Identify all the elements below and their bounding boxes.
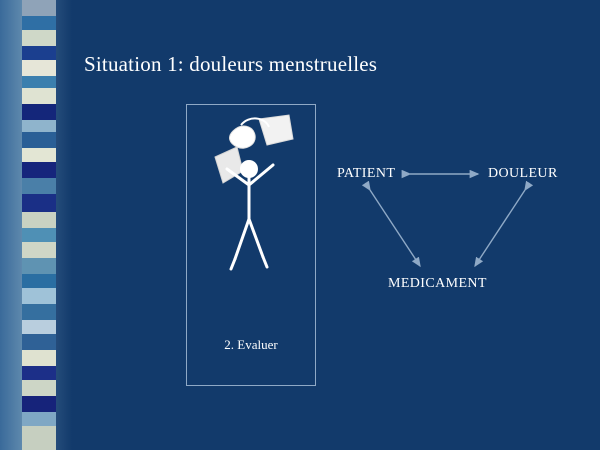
triangle-diagram bbox=[320, 150, 590, 310]
strip-block bbox=[22, 0, 56, 16]
page-title: Situation 1: douleurs menstruelles bbox=[84, 52, 378, 76]
strip-block bbox=[22, 334, 56, 350]
strip-block bbox=[22, 120, 56, 132]
picture-box bbox=[186, 104, 316, 386]
diagram-node-medicament: MEDICAMENT bbox=[388, 276, 487, 291]
strip-block bbox=[22, 30, 56, 46]
strip-block bbox=[22, 396, 56, 412]
strip-block bbox=[22, 366, 56, 380]
strip-block bbox=[22, 380, 56, 396]
strip-block bbox=[22, 76, 56, 88]
strip-block bbox=[22, 350, 56, 366]
strip-block bbox=[22, 88, 56, 104]
strip-block bbox=[22, 194, 56, 212]
strip-block bbox=[22, 148, 56, 162]
strip-block bbox=[22, 162, 56, 178]
strip-block bbox=[22, 104, 56, 120]
decorative-color-strip bbox=[0, 0, 72, 450]
strip-block bbox=[22, 46, 56, 60]
strip-block bbox=[22, 16, 56, 30]
strip-block bbox=[22, 426, 56, 450]
strip-block bbox=[22, 242, 56, 258]
juggler-figure-icon bbox=[197, 113, 307, 288]
strip-block bbox=[22, 320, 56, 334]
strip-block bbox=[22, 60, 56, 76]
strip-block bbox=[22, 412, 56, 426]
strip-block bbox=[22, 304, 56, 320]
strip-block bbox=[22, 212, 56, 228]
diagram-node-douleur: DOULEUR bbox=[488, 166, 558, 181]
strip-block bbox=[22, 288, 56, 304]
strip-block bbox=[22, 178, 56, 194]
diagram-node-patient: PATIENT bbox=[337, 166, 396, 181]
strip-block bbox=[22, 274, 56, 288]
strip-block bbox=[22, 228, 56, 242]
strip-block bbox=[22, 258, 56, 274]
strip-block bbox=[22, 132, 56, 148]
picture-caption: 2. Evaluer bbox=[224, 337, 278, 352]
